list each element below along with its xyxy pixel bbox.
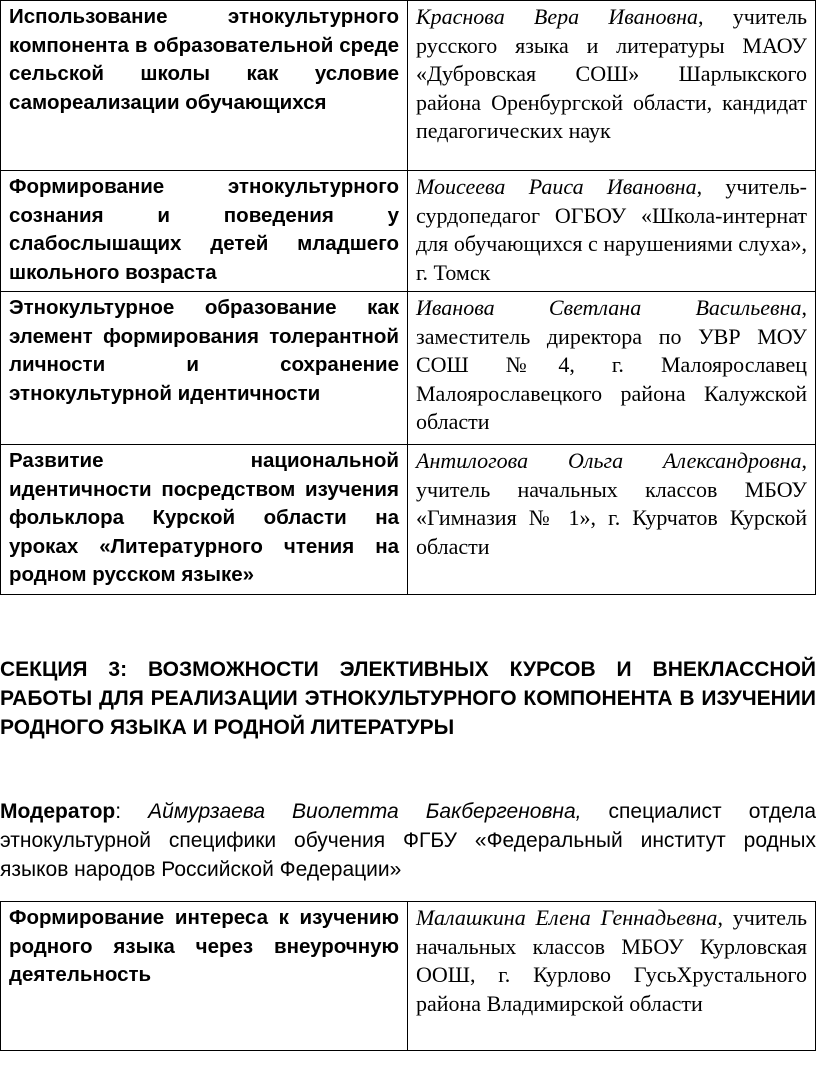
table-row <box>1 292 816 445</box>
topic-cell: Формирование этнокультурного сознания и поведения у слабослышащих детей младшего школьного возраста <box>1 171 408 292</box>
topic-cell: Формирование интереса к изучению родного языка через внеурочную деятельность <box>1 902 408 1051</box>
table-row <box>1 1 816 171</box>
topic-cell: Использование этнокультурного компонента в образовательной среде сельской школы как условие самореализации обучающихся <box>1 1 408 171</box>
author-details: , учитель начальных классов МБОУ Курловская ООШ, г. Курлово ГусьХрустального района Владимирской области <box>416 905 807 1016</box>
moderator-details: специалист отдела этнокультурной специфики обучения ФГБУ «Федеральный институт родных языков народов Российской Федерации» <box>0 800 816 881</box>
author-cell <box>408 445 816 595</box>
author-cell <box>408 1 816 171</box>
author-name: Моисеева Раиса Ивановна <box>416 174 697 199</box>
author-name: Малашкина Елена Геннадьевна <box>416 905 718 930</box>
author-name: Иванова Светлана Васильевна <box>416 295 802 320</box>
author-cell <box>408 171 816 292</box>
author-name: Антилогова Ольга Александровна <box>416 448 802 473</box>
table-row <box>1 902 816 1051</box>
moderator-label: Модератор <box>0 800 116 823</box>
table-row <box>1 171 816 292</box>
program-table-2 <box>0 901 816 1051</box>
author-cell <box>408 902 816 1051</box>
table-row <box>1 445 816 595</box>
author-details: , учитель начальных классов МБОУ «Гимназия № 1», г. Курчатов Курской области <box>416 448 807 559</box>
author-cell <box>408 292 816 445</box>
moderator-paragraph <box>0 797 816 884</box>
moderator-separator: : <box>115 800 149 823</box>
section-heading: СЕКЦИЯ 3: ВОЗМОЖНОСТИ ЭЛЕКТИВНЫХ КУРСОВ И ВНЕКЛАССНОЙ РАБОТЫ ДЛЯ РЕАЛИЗАЦИИ ЭТНОКУЛЬТУРНОГО КОМПОНЕНТА В ИЗУЧЕНИИ РОДНОГО ЯЗЫКА И РОДНОЙ ЛИТЕРАТУРЫ <box>0 658 816 739</box>
topic-cell: Развитие национальной идентичности посредством изучения фольклора Курской области на уроках «Литературного чтения на родном русском языке» <box>1 445 408 595</box>
author-details: , учитель русского языка и литературы МАОУ «Дубровская СОШ» Шарлыкского района Оренбургской области, кандидат педагогических наук <box>416 4 807 143</box>
author-details: , учитель-сурдопедагог ОГБОУ «Школа-интернат для обучающихся с нарушениями слуха», г. Томск <box>416 174 807 285</box>
author-details: , заместитель директора по УВР МОУ СОШ №4, г. Малоярославец Малоярославецкого района Калужской области <box>416 295 807 434</box>
moderator-name: Аймурзаева Виолетта Бакбергеновна, <box>148 800 582 823</box>
topic-cell: Этнокультурное образование как элемент формирования толерантной личности и сохранение этнокультурной идентичности <box>1 292 408 445</box>
author-name: Краснова Вера Ивановна <box>416 4 699 29</box>
